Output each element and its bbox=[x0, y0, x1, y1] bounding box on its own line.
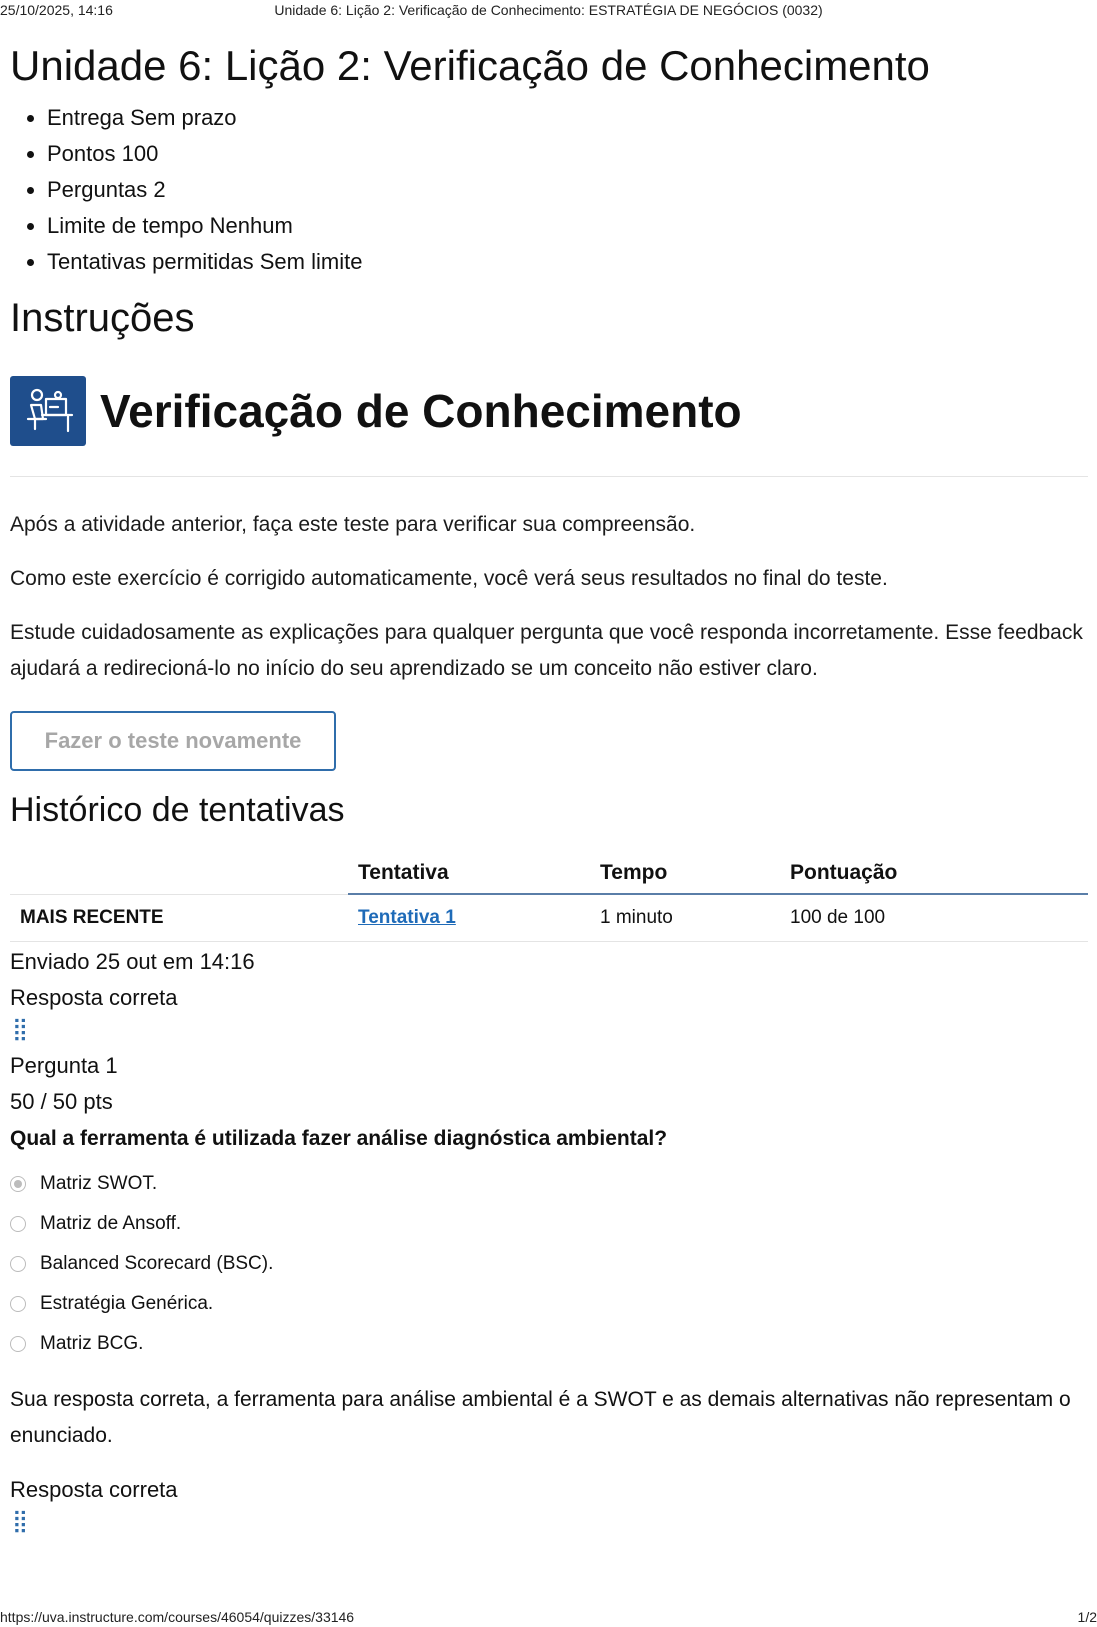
radio-selected-icon[interactable] bbox=[10, 1176, 26, 1192]
answer-option[interactable] bbox=[10, 1164, 1088, 1204]
page-title: Unidade 6: Lição 2: Verificação de Conhecimento bbox=[10, 42, 930, 89]
attempt-link[interactable]: Tentativa 1 bbox=[358, 907, 456, 928]
header-time: Tempo bbox=[590, 855, 780, 894]
print-header bbox=[0, 2, 1097, 20]
retake-quiz-button[interactable]: Fazer o teste novamente bbox=[10, 711, 336, 771]
header-attempt: Tentativa bbox=[348, 855, 590, 894]
row-label: MAIS RECENTE bbox=[10, 894, 348, 942]
quiz-content bbox=[10, 40, 1088, 1540]
question-number: Pergunta 1 bbox=[10, 1053, 118, 1078]
answer-status: Resposta correta bbox=[10, 1477, 178, 1502]
header-blank bbox=[10, 855, 348, 894]
time-cell: 1 minuto bbox=[590, 894, 780, 942]
instructions-heading: Instruções bbox=[10, 296, 195, 340]
instruction-paragraph: Após a atividade anterior, faça este teste para verificar sua compreensão. bbox=[10, 513, 696, 536]
answer-explanation: Sua resposta correta, a ferramenta para análise ambiental é a SWOT e as demais alternativas não representam o enunciado. bbox=[10, 1388, 1071, 1447]
drag-handle-icon: ⣿ bbox=[12, 1016, 29, 1041]
table-header-row bbox=[10, 855, 1088, 894]
radio-icon[interactable] bbox=[10, 1336, 26, 1352]
submitted-info: Enviado 25 out em 14:16 bbox=[10, 949, 255, 974]
meta-item: • Perguntas 2 bbox=[47, 172, 1088, 208]
option-label: Matriz de Ansoff. bbox=[40, 1213, 182, 1234]
meta-item: • Limite de tempo Nenhum bbox=[47, 208, 1088, 244]
table-row bbox=[10, 894, 1088, 942]
meta-item: • Entrega Sem prazo bbox=[47, 100, 1088, 136]
attempt-cell bbox=[348, 894, 590, 942]
option-label: Balanced Scorecard (BSC). bbox=[40, 1253, 274, 1274]
print-doc-title: Unidade 6: Lição 2: Verificação de Conhecimento: ESTRATÉGIA DE NEGÓCIOS (0032) bbox=[274, 2, 823, 18]
answer-options bbox=[10, 1164, 1088, 1364]
banner-title: Verificação de Conhecimento bbox=[100, 385, 742, 437]
radio-icon[interactable] bbox=[10, 1256, 26, 1272]
knowledge-check-banner bbox=[10, 376, 1088, 446]
option-label: Matriz BCG. bbox=[40, 1333, 144, 1354]
radio-icon[interactable] bbox=[10, 1296, 26, 1312]
print-footer bbox=[0, 1609, 1097, 1627]
answer-status: Resposta correta bbox=[10, 985, 178, 1010]
question-points: 50 / 50 pts bbox=[10, 1089, 113, 1114]
option-label: Matriz SWOT. bbox=[40, 1173, 158, 1194]
instruction-paragraph: Estude cuidadosamente as explicações para qualquer pergunta que você responda incorretamente. Esse feedback ajudará a redirecioná-lo no início do seu aprendizado se um conceito não estiver claro. bbox=[10, 621, 1083, 680]
drag-handle-icon: ⣿ bbox=[12, 1508, 29, 1533]
print-datetime: 25/10/2025, 14:16 bbox=[0, 2, 113, 18]
answer-option[interactable] bbox=[10, 1204, 1088, 1244]
attempt-history-heading: Histórico de tentativas bbox=[10, 791, 345, 829]
header-score: Pontuação bbox=[780, 855, 1088, 894]
answer-option[interactable] bbox=[10, 1244, 1088, 1284]
radio-icon[interactable] bbox=[10, 1216, 26, 1232]
print-url: https://uva.instructure.com/courses/46054/quizzes/33146 bbox=[0, 1609, 355, 1625]
instruction-paragraph: Como este exercício é corrigido automaticamente, você verá seus resultados no final do teste. bbox=[10, 567, 888, 590]
answer-option[interactable] bbox=[10, 1324, 1088, 1364]
print-page-number: 1/2 bbox=[1077, 1609, 1097, 1625]
question-text: Qual a ferramenta é utilizada fazer análise diagnóstica ambiental? bbox=[10, 1127, 668, 1150]
option-label: Estratégia Genérica. bbox=[40, 1293, 214, 1314]
score-cell: 100 de 100 bbox=[780, 894, 1088, 942]
person-at-desk-icon bbox=[10, 376, 86, 446]
answer-option[interactable] bbox=[10, 1284, 1088, 1324]
divider bbox=[10, 476, 1088, 477]
quiz-meta-list bbox=[10, 100, 1088, 280]
meta-item: • Pontos 100 bbox=[47, 136, 1088, 172]
attempt-history-table bbox=[10, 855, 1088, 942]
meta-item: • Tentativas permitidas Sem limite bbox=[47, 244, 1088, 280]
